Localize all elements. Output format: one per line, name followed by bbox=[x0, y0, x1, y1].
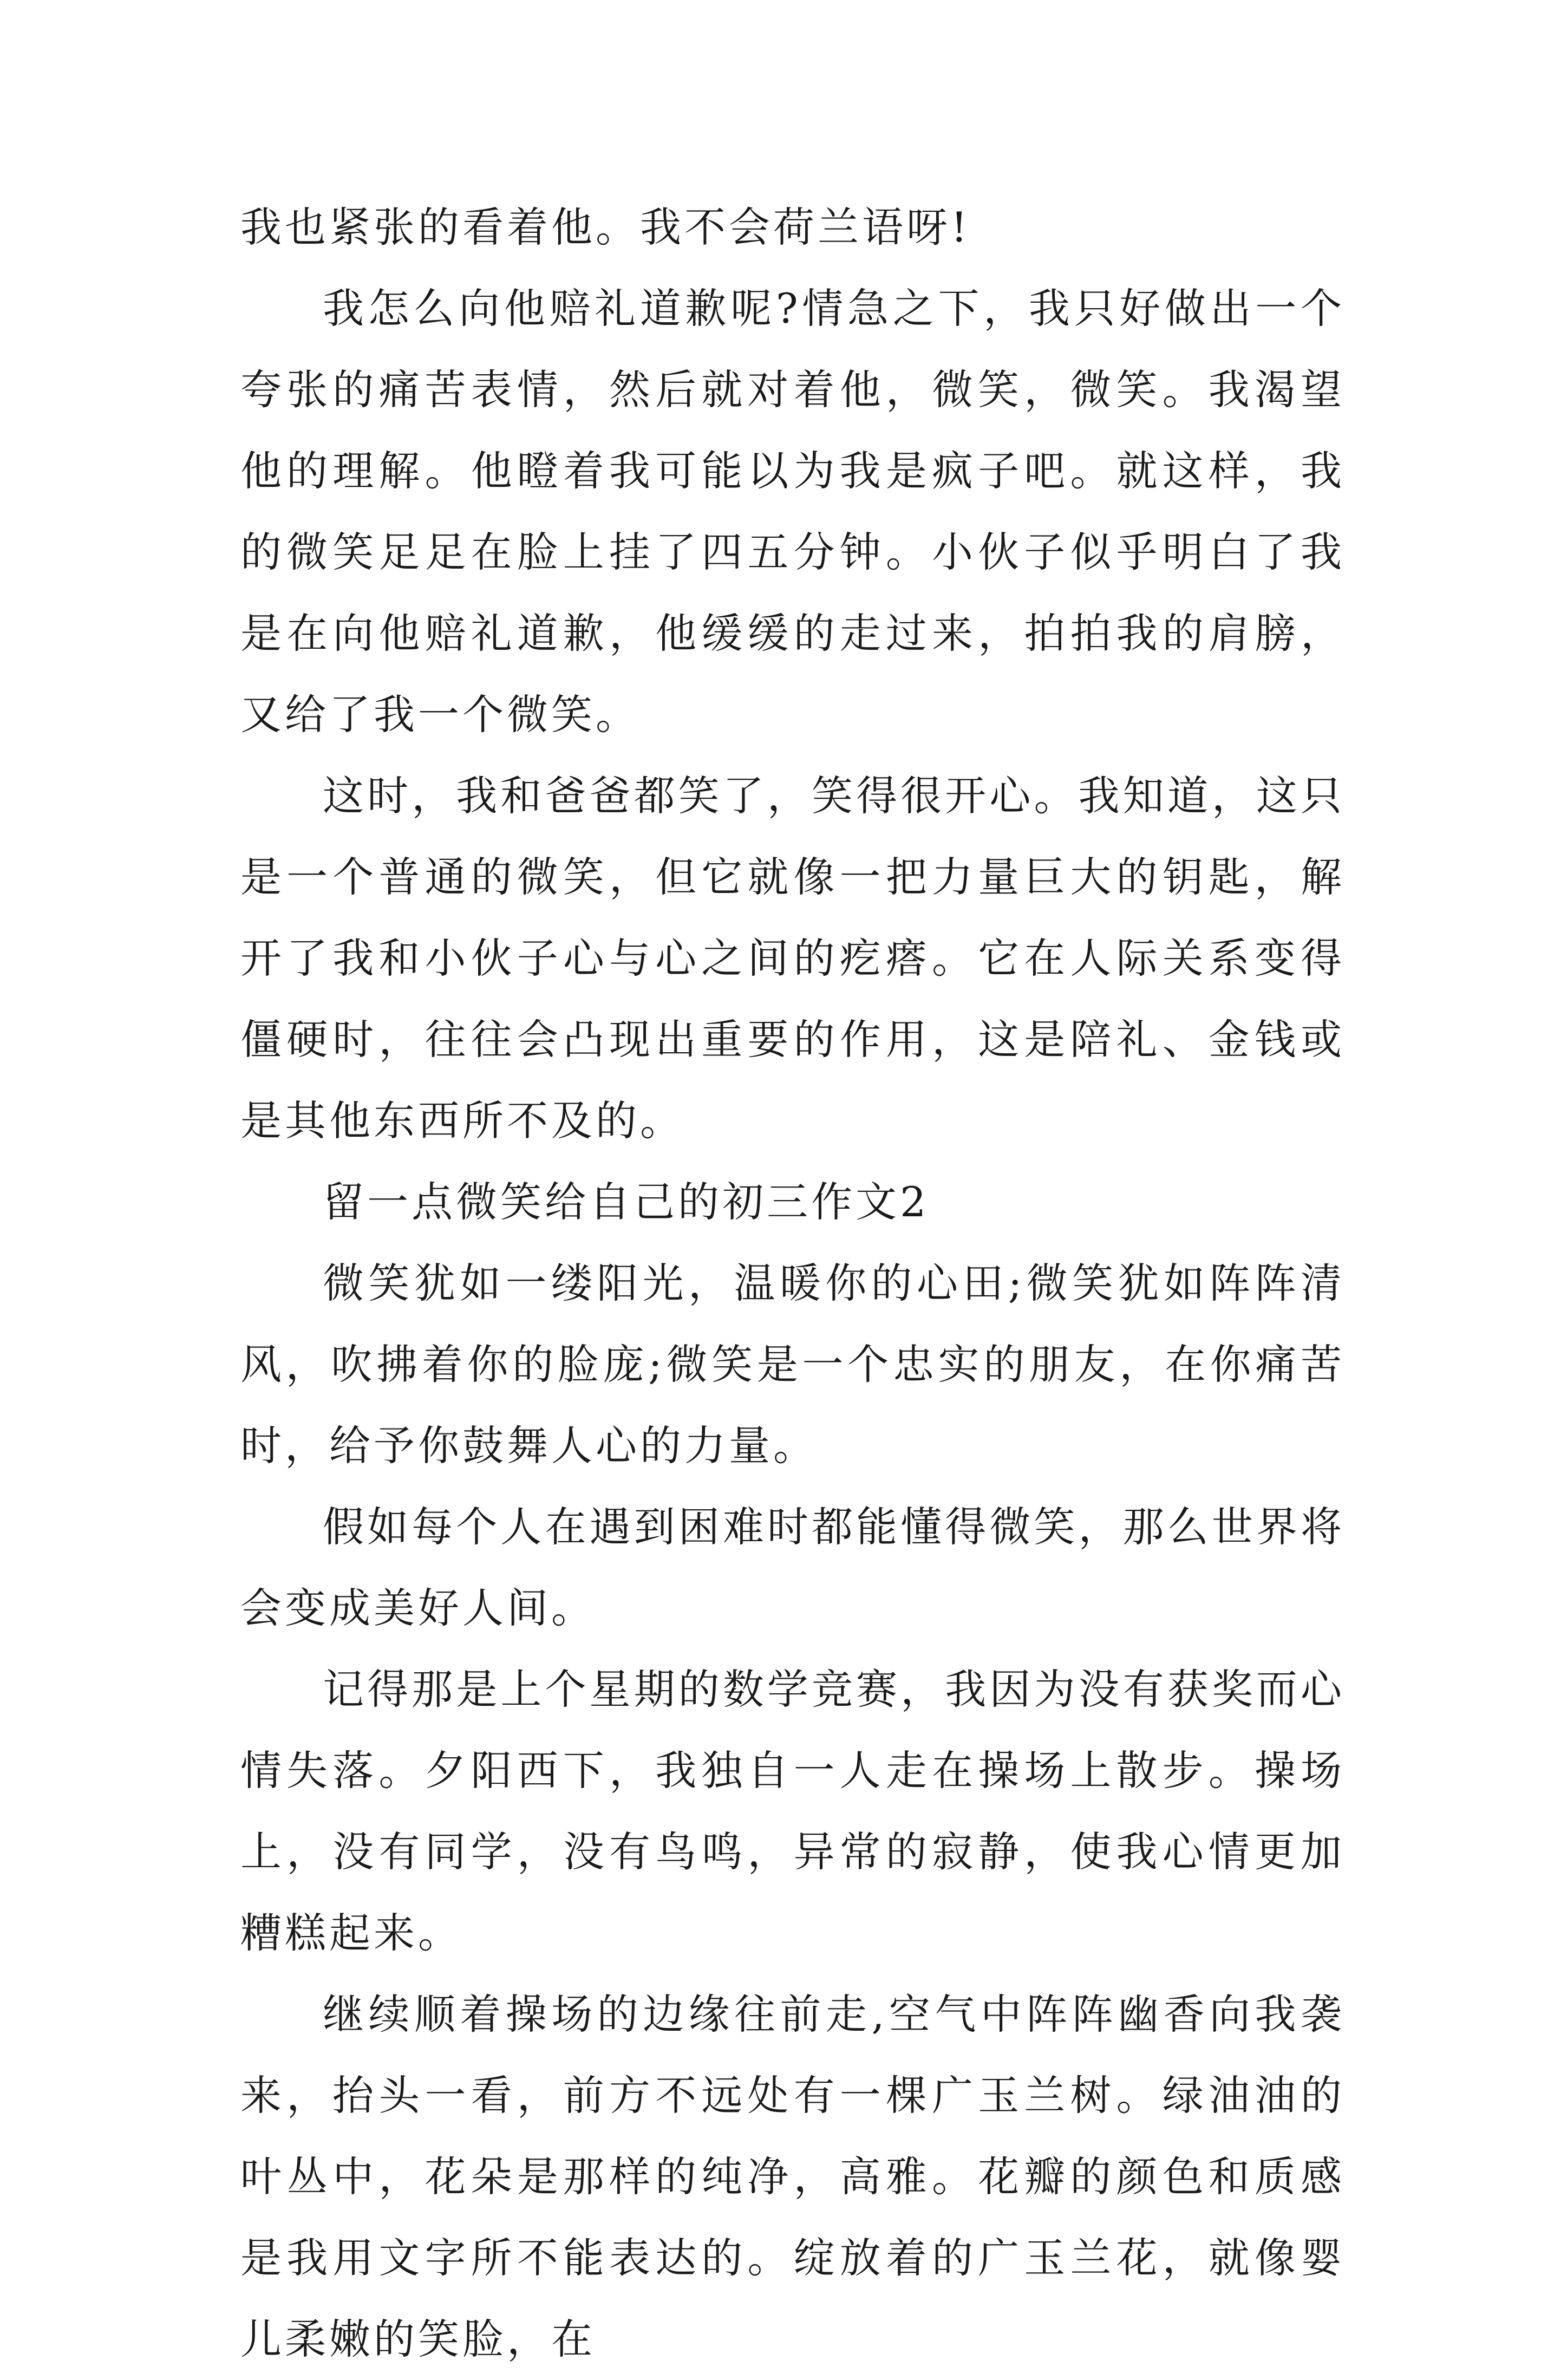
section-heading: 留一点微笑给自己的初三作文2 bbox=[323, 1178, 930, 1226]
paragraph-6: 记得那是上个星期的数学竞赛，我因为没有获奖而心情失落。夕阳西下，我独自一人走在操场上散步。操场上，没有同学，没有鸟鸣，异常的寂静，使我心情更加糟糕起来。 bbox=[240, 1665, 1345, 1957]
paragraph-4: 微笑犹如一缕阳光，温暖你的心田;微笑犹如阵阵清风，吹拂着你的脸庞;微笑是一个忠实的朋友，在你痛苦时，给予你鼓舞人心的力量。 bbox=[240, 1259, 1345, 1470]
paragraph-2: 我怎么向他赔礼道歉呢?情急之下，我只好做出一个夸张的痛苦表情，然后就对着他，微笑，微笑。我渴望他的理解。他瞪着我可能以为我是疯子吧。就这样，我的微笑足足在脸上挂了四五分钟。小伙子似乎明白了我是在向他赔礼道歉，他缓缓的走过来，拍拍我的肩膀，又给了我一个微笑。 bbox=[240, 284, 1345, 739]
document-body bbox=[240, 187, 1345, 2380]
paragraph-5: 假如每个人在遇到困难时都能懂得微笑，那么世界将会变成美好人间。 bbox=[240, 1503, 1345, 1632]
paragraph-3: 这时，我和爸爸都笑了，笑得很开心。我知道，这只是一个普通的微笑，但它就像一把力量巨大的钥匙，解开了我和小伙子心与心之间的疙瘩。它在人际关系变得僵硬时，往往会凸现出重要的作用，这是陪礼、金钱或是其他东西所不及的。 bbox=[240, 772, 1345, 1145]
paragraph-7: 继续顺着操场的边缘往前走,空气中阵阵幽香向我袭来，抬头一看，前方不远处有一棵广玉兰树。绿油油的叶丛中，花朵是那样的纯净，高雅。花瓣的颜色和质感是我用文字所不能表达的。绽放着的广玉兰花，就像婴儿柔嫩的笑脸，在 bbox=[240, 1990, 1345, 2363]
paragraph-1: 我也紧张的看着他。我不会荷兰语呀! bbox=[240, 203, 971, 251]
